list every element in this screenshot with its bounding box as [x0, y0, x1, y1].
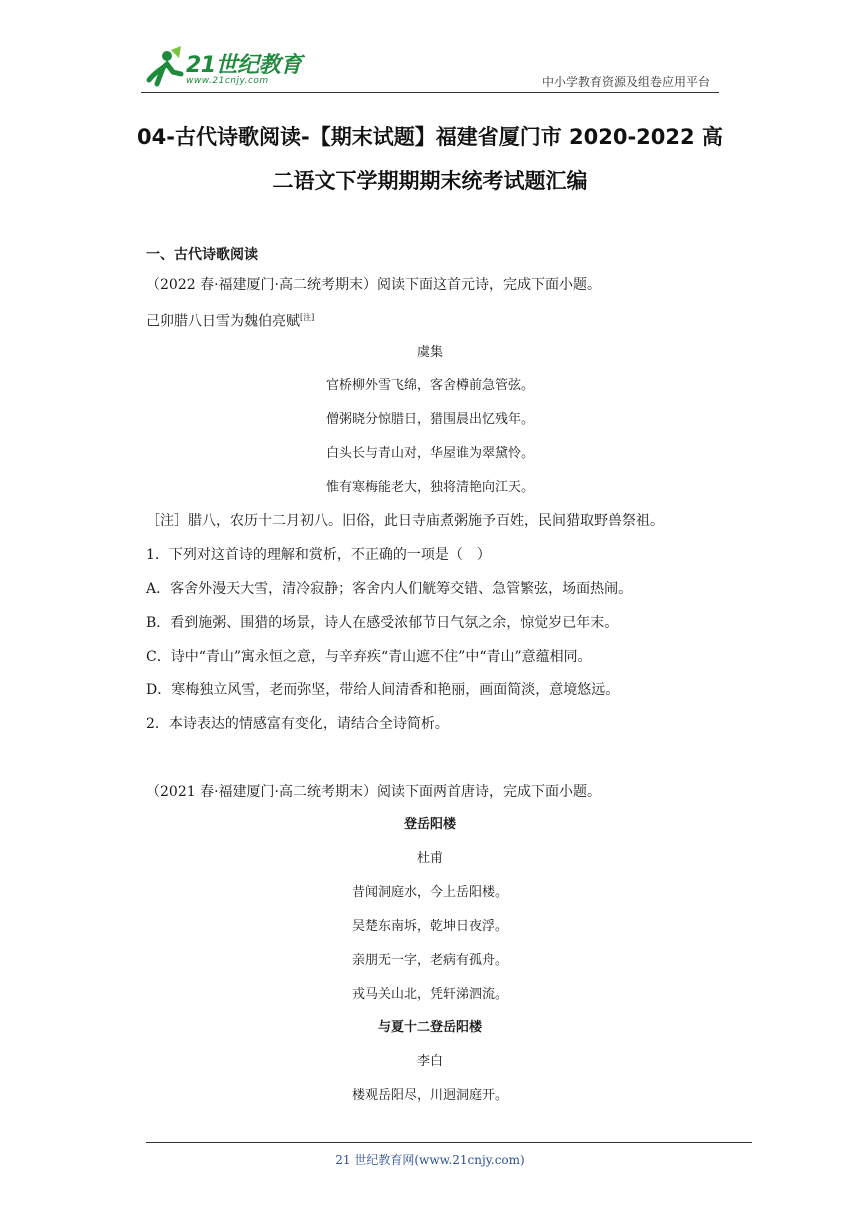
- option-d: D．寒梅独立风雪，老而弥坚，带给人间清香和艳丽，画面简淡，意境悠远。: [146, 682, 620, 698]
- poem-line: 惟有寒梅能老大，独将清艳向江天。: [325, 480, 534, 495]
- poem1-title: 登岳阳楼: [403, 817, 456, 832]
- poem-line: 僧粥晓分惊腊日，猎围晨出忆残年。: [325, 412, 534, 427]
- poem1-line: 戎马关山北，凭轩涕泗流。: [351, 987, 508, 1002]
- section-heading: 一、古代诗歌阅读: [146, 247, 258, 263]
- logo-title: 21世纪教育: [186, 53, 302, 78]
- option-c: C．诗中“青山”寓永恒之意，与辛弃疾“青山遮不住”中“青山”意蕴相同。: [146, 649, 592, 665]
- passage-intro-2: （2021 春·福建厦门·高二统考期末）阅读下面两首唐诗，完成下面小题。: [146, 784, 601, 800]
- poem-title-note-mark: [注]: [300, 313, 315, 322]
- poem-title-text: 己卯腊八日雪为魏伯亮赋: [146, 313, 300, 330]
- document-title-line1: 04-古代诗歌阅读-【期末试题】福建省厦门市 2020-2022 高: [137, 125, 723, 149]
- option-a: A．客舍外漫天大雪，清冷寂静；客舍内人们觥筹交错、急管繁弦，场面热闹。: [146, 581, 633, 597]
- question-1: 1．下列对这首诗的理解和赏析，不正确的一项是（ ）: [146, 547, 491, 563]
- poem2-title: 与夏十二登岳阳楼: [377, 1020, 482, 1035]
- poem1-line: 昔闻洞庭水，今上岳阳楼。: [351, 885, 508, 900]
- poem1-line: 吴楚东南坼，乾坤日夜浮。: [351, 919, 508, 934]
- document-title-line2: 二语文下学期期期末统考试题汇编: [272, 169, 588, 193]
- poem-author: 虞集: [416, 345, 443, 360]
- footer-divider: [146, 1142, 752, 1143]
- poem2-author: 李白: [416, 1054, 443, 1069]
- header-platform-text: 中小学教育资源及组卷应用平台: [541, 75, 710, 89]
- option-b: B．看到施粥、围猎的场景，诗人在感受浓郁节日气氛之余，惊觉岁已年末。: [146, 615, 619, 631]
- passage-intro: （2022 春·福建厦门·高二统考期末）阅读下面这首元诗，完成下面小题。: [146, 277, 601, 293]
- poem-line: 白头长与青山对，华屋谁为翠黛怜。: [325, 446, 534, 461]
- poem-line: 官桥柳外雪飞绵，客舍樽前急管弦。: [325, 378, 534, 393]
- question-2: 2．本诗表达的情感富有变化，请结合全诗简析。: [146, 716, 449, 732]
- footer-link[interactable]: 21 世纪教育网(www.21cnjy.com): [335, 1153, 525, 1167]
- poem1-line: 亲朋无一字，老病有孤舟。: [351, 953, 508, 968]
- runner-logo-icon: [141, 44, 189, 92]
- poem-note: ［注］腊八，农历十二月初八。旧俗，此日寺庙煮粥施予百姓，民间猎取野兽祭祖。: [146, 513, 664, 529]
- header-divider: [141, 92, 719, 93]
- logo-url: www.21cnjy.com: [186, 76, 269, 86]
- poem-title: [146, 308, 314, 332]
- poem1-author: 杜甫: [416, 851, 443, 866]
- poem2-line: 楼观岳阳尽，川迥洞庭开。: [351, 1088, 508, 1103]
